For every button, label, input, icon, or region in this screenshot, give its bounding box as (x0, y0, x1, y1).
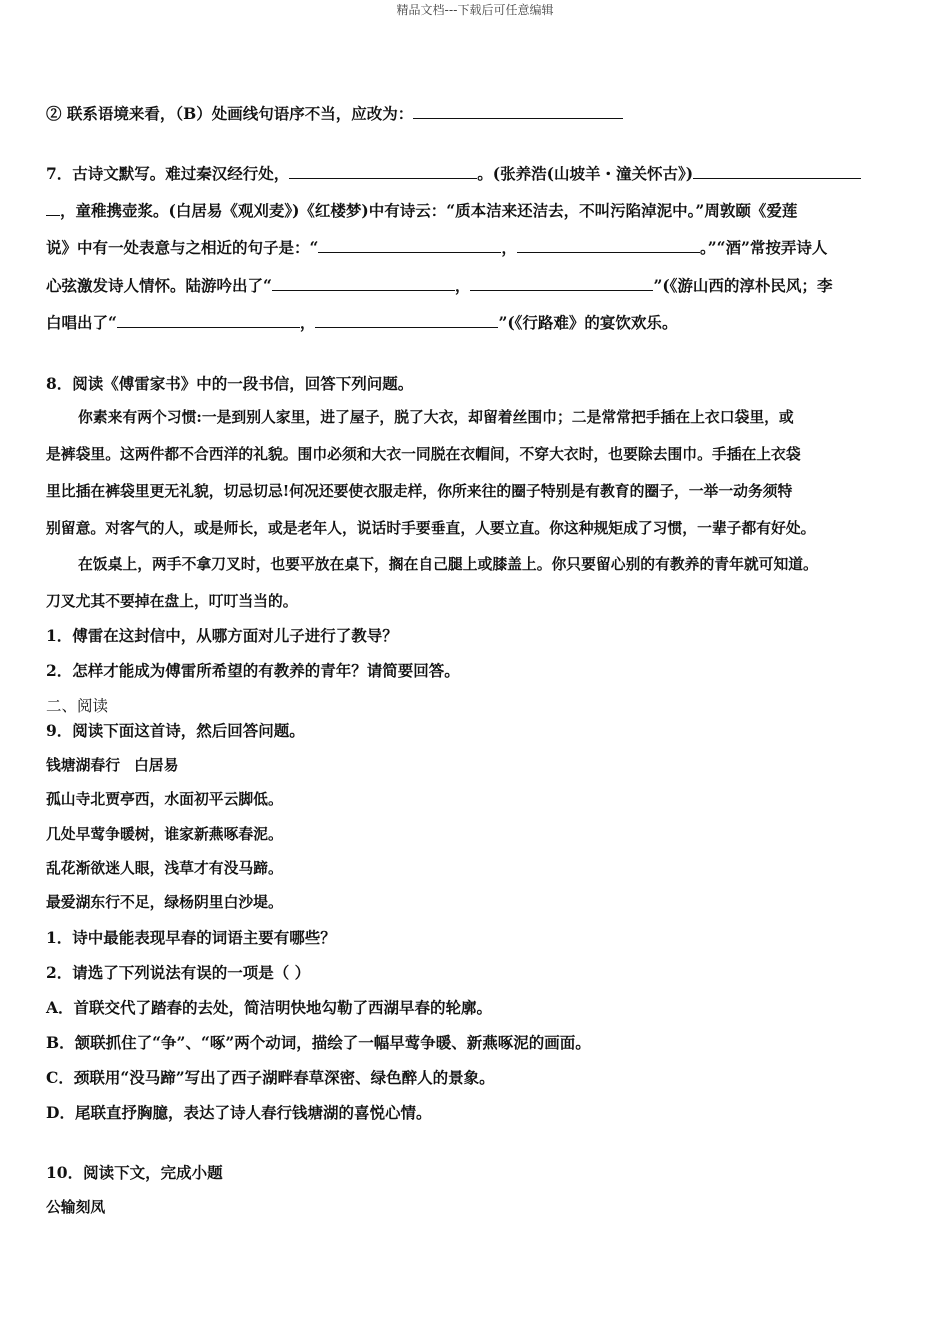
option-key: A． (46, 998, 74, 1017)
q7-text: ， (299, 313, 316, 332)
q10-subtitle: 公输刻凤 (46, 1199, 106, 1216)
q7-text: ，童稚携壶浆。(白居易《观刈麦》)《红楼梦)中有诗云：“质本洁来还洁去，不叫污陷淖泥中。”周敦颐《爱莲 (60, 201, 798, 220)
letter-paragraph-1-line: 里比插在裤袋里更无礼貌，切忌切忌!何况还要使衣服走样，你所来往的圈子特别是有教育的圈子，一举一动务须特 (46, 483, 793, 500)
option-key: C． (46, 1068, 74, 1087)
answer-blank[interactable] (318, 238, 501, 253)
q7-line3 (46, 238, 827, 258)
option-text: 首联交代了踏春的去处，简洁明快地勾勒了西湖早春的轮廓。 (73, 998, 493, 1017)
q7-line4 (46, 276, 832, 296)
option-key: D． (46, 1103, 75, 1122)
q7-line5 (46, 313, 677, 333)
option-text: 颔联抓住了“争”、“啄”两个动词，描绘了一幅早莺争暖、新燕啄泥的画面。 (74, 1033, 591, 1052)
q10-title: 10．阅读下文，完成小题 (46, 1163, 223, 1182)
q7-text: 。”“酒”常按弄诗人 (699, 238, 828, 257)
q7-text: ”(《行路难》的宴饮欢乐。 (498, 313, 678, 332)
answer-blank[interactable] (315, 313, 498, 328)
answer-blank[interactable] (693, 164, 861, 179)
option-d[interactable] (46, 1103, 431, 1123)
answer-blank[interactable] (289, 164, 477, 179)
q6-sub2 (46, 104, 623, 124)
answer-blank[interactable] (413, 104, 623, 119)
q9-sub2: 2．请选了下列说法有误的一项是（ ） (46, 963, 311, 982)
answer-blank[interactable] (46, 201, 60, 216)
answer-blank[interactable] (272, 276, 455, 291)
page-header: 精品文档---下载后可任意编辑 (396, 3, 554, 17)
option-key: B． (46, 1033, 75, 1052)
q7-line1 (46, 164, 861, 184)
q7-line2 (46, 201, 797, 221)
q7-text: 说》中有一处表意与之相近的句子是：“ (46, 238, 319, 257)
poem-heading (46, 756, 178, 776)
q7-text: ， (454, 276, 471, 295)
answer-blank[interactable] (117, 313, 300, 328)
poem-author: 白居易 (134, 757, 179, 774)
q7-text: ， (501, 238, 517, 257)
option-text: 尾联直抒胸臆，表达了诗人春行钱塘湖的喜悦心情。 (74, 1103, 432, 1122)
q7-text: ”(《游山西的淳朴民风；李 (653, 276, 833, 295)
letter-paragraph-1-line: 是裤袋里。这两件都不合西洋的礼貌。围巾必须和大衣一同脱在衣帽间，不穿大衣时，也要除去围巾。手插在上衣袋 (46, 446, 801, 463)
option-a[interactable] (46, 998, 492, 1018)
option-b[interactable] (46, 1033, 591, 1053)
poem-line: 乱花渐欲迷人眼，浅草才有没马蹄。 (46, 860, 283, 877)
option-text: 颈联用“没马蹄”写出了西子湖畔春草深密、绿色醉人的景象。 (73, 1068, 495, 1087)
letter-paragraph-2-line: 刀叉尤其不要掉在盘上，叮叮当当的。 (46, 593, 298, 610)
q8-sub1: 1．傅雷在这封信中，从哪方面对儿子进行了教导？ (46, 626, 398, 645)
section-heading: 二、阅读 (46, 697, 109, 715)
answer-blank[interactable] (517, 238, 700, 253)
poem-line: 孤山寺北贾亭西，水面初平云脚低。 (46, 791, 283, 808)
answer-blank[interactable] (470, 276, 653, 291)
q9-sub1: 1．诗中最能表现早春的词语主要有哪些？ (46, 928, 336, 947)
poem-title: 钱塘湖春行 (46, 757, 120, 774)
q7-text: 白唱出了“ (46, 313, 117, 332)
q8-sub2: 2．怎样才能成为傅雷所希望的有教养的青年？请简要回答。 (46, 661, 460, 680)
q9-title: 9．阅读下面这首诗，然后回答问题。 (46, 721, 305, 740)
letter-paragraph-2-line: 在饭桌上，两手不拿刀叉时，也要平放在桌下，搁在自己腿上或膝盖上。你只要留心别的有教养的青年就可知道。 (78, 556, 818, 573)
q7-text: 。(张养浩(山坡羊・潼关怀古》) (477, 164, 694, 183)
letter-paragraph-1-line: 别留意。对客气的人，或是师长，或是老年人，说话时手要垂直，人要立直。你这种规矩成了习惯，一辈子都有好处。 (46, 520, 816, 537)
q8-title: 8．阅读《傅雷家书》中的一段书信，回答下列问题。 (46, 374, 414, 393)
poem-line: 最爱湖东行不足，绿杨阴里白沙堤。 (46, 894, 283, 911)
option-c[interactable] (46, 1068, 495, 1088)
q6-sub2-text: ② 联系语境来看，（B）处画线句语序不当，应改为： (46, 104, 414, 123)
q7-text: 7．古诗文默写。难过秦汉经行处， (46, 164, 290, 183)
poem-line: 几处早莺争暖树，谁家新燕啄春泥。 (46, 826, 283, 843)
letter-paragraph-1-line: 你素来有两个习惯:一是到别人家里，进了屋子，脱了大衣，却留着丝围巾；二是常常把手插在上衣口袋里，或 (78, 409, 794, 426)
q7-text: 心弦激发诗人情怀。陆游吟出了“ (46, 276, 272, 295)
